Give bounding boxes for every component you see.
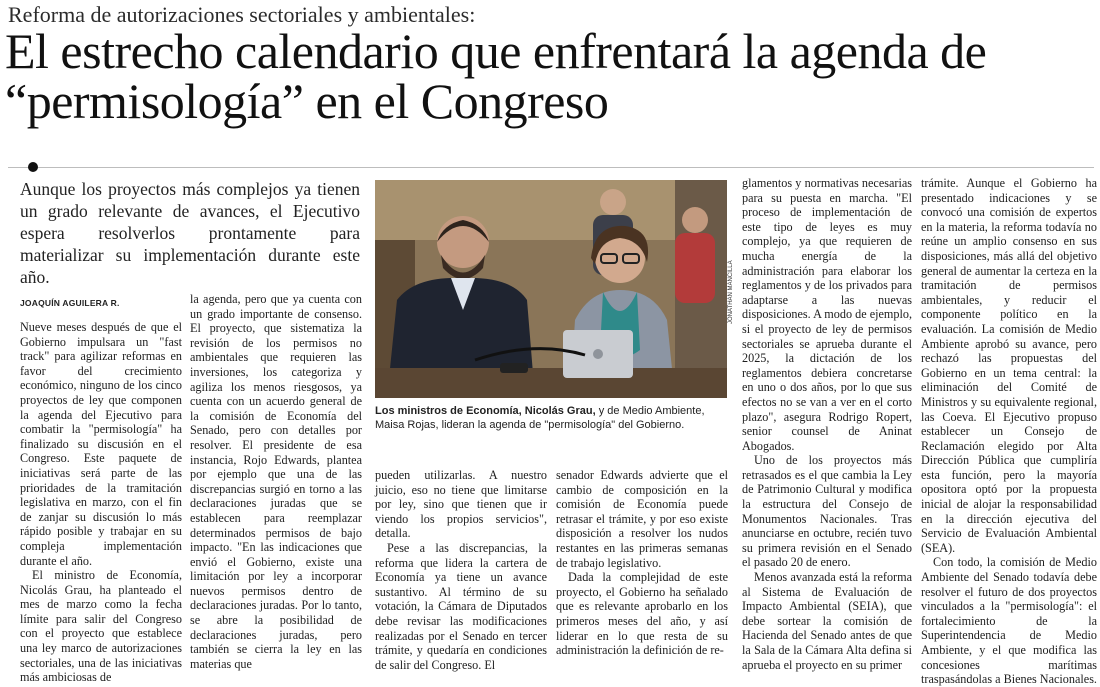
body-column-3	[375, 468, 547, 672]
paragraph: pueden utilizarlas. A nuestro juicio, eso no tiene que limitarse por ley, sino que tienen que ir viendo los propios servicios", detalla.	[375, 468, 547, 541]
photo-credit: JONATHAN MANCILLA	[728, 260, 734, 324]
divider-dot	[28, 162, 38, 172]
paragraph: trámite. Aunque el Gobierno ha presentado indicaciones y se convocó una comisión de expertos en la materia, la reforma todavía no reúne un amplio consenso en sus disposiciones, más allá del objetivo general de aumentar la certeza en la tramitación de permisos ambientales, y reducir el componente político en la evaluación. La comisión de Medio Ambiente aprobó su avance, pero rechazó las propuestas del Gobierno en un tema central: la eliminación del Comité de Ministros y su equivalente regional, las Coeva. El Ejecutivo propuso establecer un Consejo de Reclamación elegido por Alta Dirección Pública que cumpliría esta función, pero la mayoría opositora optó por la propuesta inicial de alojar la responsabilidad en la dirección ejecutiva del Servicio de Evaluación Ambiental (SEA).	[921, 176, 1097, 555]
paragraph: la agenda, pero que ya cuenta con un grado importante de consenso. El proyecto, que sistematiza la revisión de los permisos no ambientales que requieren las inversiones, los categoriza y agiliza los menos riesgosos, ya cuenta con un acuerdo general de la comisión de Economía del Senado, pero con detalles por resolver. El presidente de esa instancia, Rojo Edwards, plantea por ejemplo que una de las discrepancias surgió en torno a las declaraciones juradas que se establecen para reemplazar determinados permisos de bajo impacto. "En las indicaciones que envió el Gobierno, existe una limitación por ley a incorporar nuevos permisos dentro de declaraciones juradas. Por lo tanto, se abre la posibilidad de declaraciones juradas, pero también se cierra la ley en las materias que	[190, 292, 362, 671]
paragraph: senador Edwards advierte que el cambio de composición en la comisión de Economía puede retrasar el trámite, y por eso existe disposición a resolver los nudos restantes en las primeras semanas de trabajo legislativo.	[556, 468, 728, 570]
paragraph: glamentos y normativas necesarias para su puesta en marcha. "El proceso de implementación de este tipo de leyes es muy complejo, ya que requieren de mucha energía de la administración para elaborar los reglamentos y de los privados para adaptarse a las nuevas disposiciones. A modo de ejemplo, si el proyecto de ley de permisos sectoriales se aprueba durante el 2025, la dictación de los reglamentos debiera concretarse en uno o dos años, por lo que sus efectos no se van a ver en el corto plazo", asegura Rodrigo Ropert, senior counsel de Aninat Abogados.	[742, 176, 912, 453]
section-divider	[8, 167, 1094, 168]
photo-illustration	[375, 180, 727, 398]
body-column-1	[20, 320, 182, 685]
paragraph: Menos avanzada está la reforma al Sistema de Evaluación de Impacto Ambiental (SEIA), que debe sortear la comisión de Hacienda del Senado antes de que la Sala de la Cámara Alta defina si aprueba el proyecto en su primer	[742, 570, 912, 672]
article-photo	[375, 180, 727, 398]
paragraph: El ministro de Economía, Nicolás Grau, ha planteado el mes de marzo como la fecha límite para salir del Congreso con el proyecto que establece una ley marco de autorizaciones sectoriales, una de las iniciativas más ambiciosas de	[20, 568, 182, 685]
article-kicker: Reforma de autorizaciones sectoriales y ambientales:	[8, 2, 476, 27]
article-headline: El estrecho calendario que enfrentará la agenda de “permisología” en el Congreso	[5, 23, 987, 129]
paragraph: Con todo, la comisión de Medio Ambiente del Senado todavía debe resolver el futuro de dos proyectos vinculados a la "permisología": el fortalecimiento de la Superintendencia de Medio Ambiente, y el que modifica las concesiones marítimas traspasándolas a Bienes Nacionales.	[921, 555, 1097, 687]
paragraph: Nueve meses después de que el Gobierno impulsara un "fast track" para agilizar reformas en favor del crecimiento económico, ninguno de los cinco proyectos de ley que componen la agenda del Ejecutivo para combatir la "permisología" ha finalizado su discusión en el Congreso. Este paquete de iniciativas será parte de las prioridades de la tramitación legislativa en marzo, con el fin de zanjar su discusión lo más rápido posible y trabajar en su compleja implementación durante el año.	[20, 320, 182, 568]
body-column-4	[556, 468, 728, 658]
body-column-5	[742, 176, 912, 672]
caption-lead: Los ministros de Economía, Nicolás Grau,	[375, 405, 596, 417]
paragraph: Pese a las discrepancias, la reforma que lidera la cartera de Economía ya tiene un avance sustantivo. Al término de su votación, la Cámara de Diputados debe revisar las modificaciones realizadas por el Senado en tercer trámite, y quedaría en condiciones de salir del Congreso. El	[375, 540, 547, 672]
body-column-2	[190, 292, 362, 671]
paragraph: Dada la complejidad de este proyecto, el Gobierno ha señalado que es relevante aprobarlo en los primeros meses del año, y así liderar en lo que resta de su administración la definición de re-	[556, 570, 728, 658]
article-lede: Aunque los proyectos más complejos ya tienen un grado relevante de avances, el Ejecutivo espera resolverlos prontamente para materializar su implementación durante este año.	[20, 179, 360, 287]
body-column-6	[921, 176, 1097, 687]
paragraph: Uno de los proyectos más retrasados es el que cambia la Ley de Patrimonio Cultural y modifica la estructura del Consejo de Monumentos Nacionales. Tras anunciarse en octubre, recién tuvo su primera revisión en el Senado el pasado 20 de enero.	[742, 453, 912, 570]
byline: JOAQUÍN AGUILERA R.	[20, 298, 120, 308]
photo-caption	[375, 404, 727, 432]
caption-text: y de Medio Ambiente, Maisa Rojas, lideran la agenda de "permisología" del Gobierno.	[375, 405, 705, 431]
